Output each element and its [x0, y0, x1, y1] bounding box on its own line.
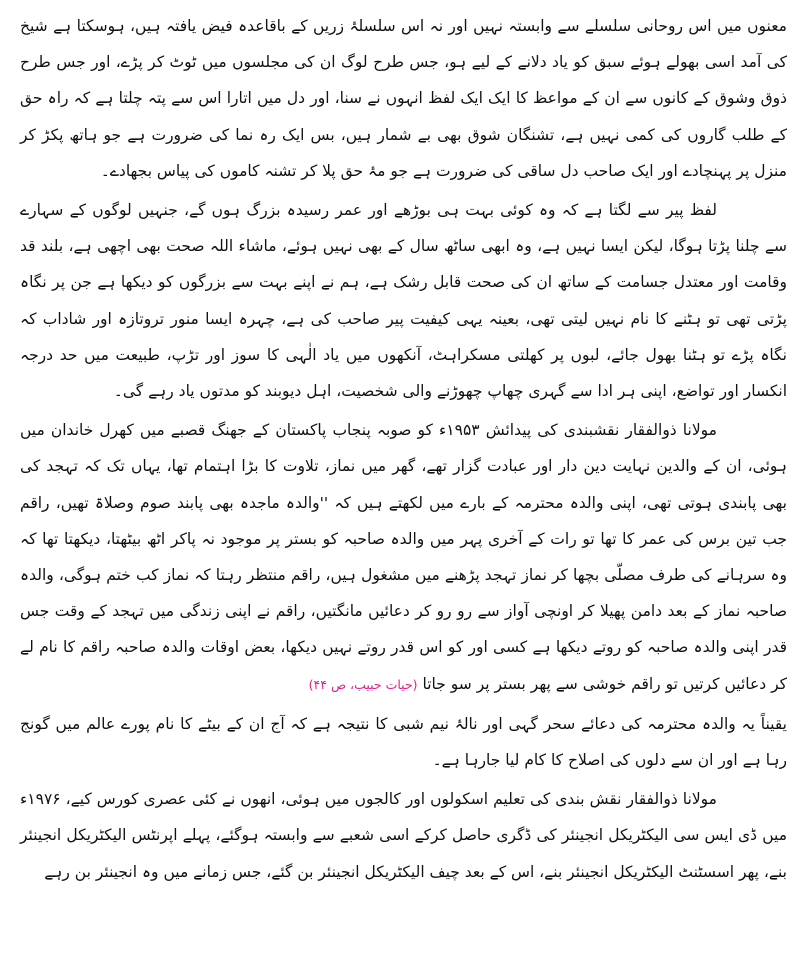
citation-reference: (حیات حبیب، ص ۴۴)	[308, 676, 418, 692]
paragraph-1-text: معنوں میں اس روحانی سلسلے سے وابستہ نہیں اور نہ اس سلسلۂ زریں کے باقاعدہ فیض یافتہ ہیں، ہوسکتا ہے شیخ کی آمد اسی بھولے ہوئے سبق کو یاد دلانے کے لیے ہو، جس طرح لوگ ان کی مجلسوں میں ٹوٹ کر پڑے، اور جس طرح ذوق وشوق کے کانوں سے ان کے مواعظ کا ایک ایک لفظ انہوں نے سنا، اور دل میں اتارا اس سے پتہ چلتا ہے کہ راہ حق کے طلب گاروں کی کمی نہیں ہے، تشنگان شوق بھی بے شمار ہیں، بس ایک رہ نما کی ضرورت ہے جو ہاتھ پکڑ کر منزل پر پہنچادے اور ایک صاحب دل ساقی کی ضرورت ہے جو مۂ حق پلا کر تشنہ کاموں کی پیاس بجھادے۔	[20, 17, 787, 180]
paragraph-2	[20, 192, 787, 409]
paragraph-5	[20, 781, 787, 890]
paragraph-3-text: مولانا ذوالفقار نقشبندی کی پیدائش ۱۹۵۳ء کو صوبہ پنجاب پاکستان کے جھنگ قصبے میں کھرل خاندان میں ہوئی، ان کے والدین نہایت دین دار اور عبادت گزار تھے، گھر میں نماز، تلاوت کا بڑا اہتمام تھا، یہاں تک کہ تہجد کی بھی پابندی ہوتی تھی، اپنی والدہ محترمہ کے بارے میں لکھتے ہیں کہ ''والدہ ماجدہ بھی پابند صوم وصلاۃ تھیں، راقم جب تین برس کی عمر کا تھا تو رات کے آخری پہر میں والدہ صاحبہ کو بستر پر موجود نہ پاکر اٹھ بیٹھتا، دیکھتا تھا کہ وہ سرہانے کی طرف مصلّی بچھا کر نماز تہجد پڑھنے میں مشغول ہیں، راقم منتظر رہتا کہ نماز کب ختم ہوگی، والدہ صاحبہ نماز کے بعد دامن پھیلا کر اونچی آواز سے رو رو کر دعائیں مانگتیں، راقم نے اپنی زندگی میں تہجد کے وقت جس قدر اپنی والدہ صاحبہ کو روتے دیکھا ہے کسی اور کو اس قدر روتے نہیں دیکھا، بعض اوقات والدہ صاحبہ راقم کا نام لے کر دعائیں کرتیں تو راقم خوشی سے پھر بستر پر سو جاتا	[20, 421, 787, 693]
paragraph-4	[20, 706, 787, 778]
paragraph-2-text: لفظ پیر سے لگتا ہے کہ وہ کوئی بہت ہی بوڑھے اور عمر رسیدہ بزرگ ہوں گے، جنہیں لوگوں کے سہارے سے چلنا پڑتا ہوگا، لیکن ایسا نہیں ہے، وہ ابھی ساٹھ سال کے بھی نہیں ہوئے، ماشاء اللہ صحت بھی اچھی ہے، بلند قد وقامت اور معتدل جسامت کے ساتھ ان کی صحت قابل رشک ہے، ہم نے اپنے بہت سے بزرگوں کو دیکھا ہے جن پر نگاہ پڑتی تھی تو ہٹنے کا نام نہیں لیتی تھی، بعینہ یہی کیفیت پیر صاحب کی ہے، چہرہ ایسا منور تروتازہ اور شاداب کہ نگاہ پڑے تو ہٹنا بھول جائے، لبوں پر کھلتی مسکراہٹ، آنکھوں میں یاد الٰہی کا سوز اور تڑپ، طبیعت میں حد درجہ انکسار اور تواضع، اپنی ہر ادا سے گہری چھاپ چھوڑنے والی شخصیت، اہل دیوبند کو مدتوں یاد رہے گی۔	[20, 201, 787, 401]
paragraph-5-text: مولانا ذوالفقار نقش بندی کی تعلیم اسکولوں اور کالجوں میں ہوئی، انھوں نے کئی عصری کورس کیے، ۱۹۷۶ء میں ڈی ایس سی الیکٹریکل انجینئر کی ڈگری حاصل کرکے اسی شعبے سے وابستہ ہوگئے، پہلے اپرنٹس الیکٹریکل انجینئر بنے، پھر اسسٹنٹ الیکٹریکل انجینئر بنے، اس کے بعد چیف الیکٹریکل انجینئر بن گئے، جس زمانے میں وہ انجینئر بن رہے	[20, 790, 787, 881]
paragraph-4-text: یقیناً یہ والدہ محترمہ کی دعائے سحر گہی اور نالۂ نیم شبی کا نتیجہ ہے کہ آج ان کے بیٹے کا نام پورے عالم میں گونج رہا ہے اور ان سے دلوں کی اصلاح کا کام لیا جارہا ہے۔	[20, 714, 787, 770]
paragraph-3	[20, 412, 787, 703]
paragraph-1	[20, 8, 787, 189]
